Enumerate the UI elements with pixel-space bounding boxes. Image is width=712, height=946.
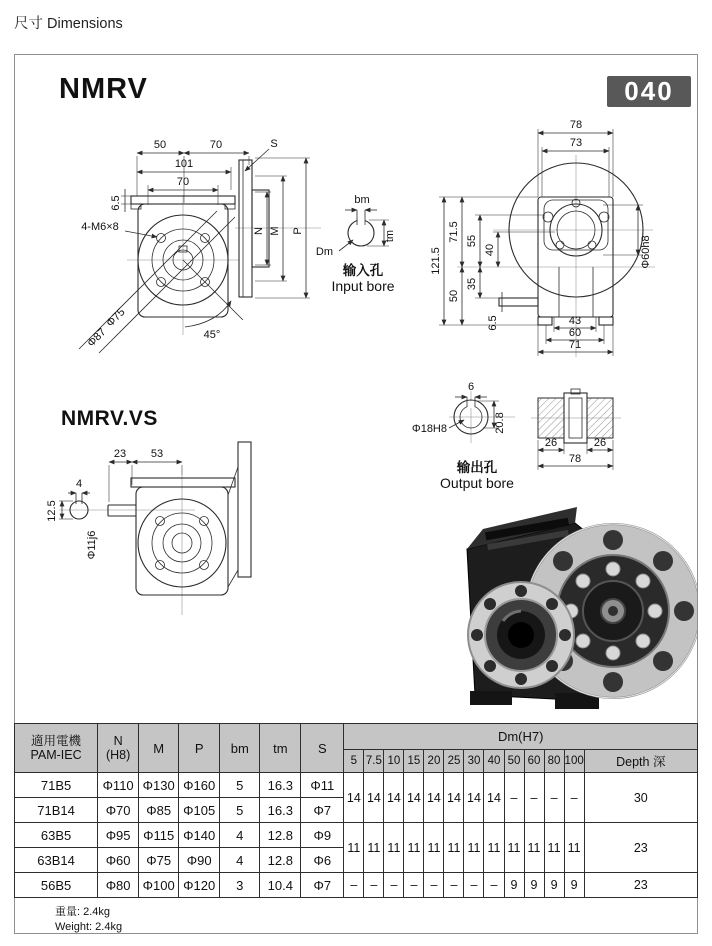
cell-depth: 30: [584, 773, 697, 823]
rear-dim-78: 78: [569, 119, 583, 131]
rear-dim-40: 40: [484, 243, 496, 257]
col-header-dm: Dm(H7): [344, 724, 698, 750]
model-vs-title: NMRV.VS: [61, 407, 158, 430]
col-header-pam: [15, 724, 98, 773]
cell-s: Φ6: [301, 848, 344, 873]
front-dim-101: 101: [174, 158, 194, 170]
cell-tm: 12.8: [260, 848, 301, 873]
rear-dim-121-5: 121.5: [430, 247, 442, 275]
weight-note: [55, 905, 122, 936]
col-header-n-sym: N: [113, 733, 123, 748]
cell-dm: 11: [484, 823, 504, 873]
front-label-45: 45°: [203, 329, 221, 341]
cell-tm: 16.3: [260, 773, 301, 798]
col-header-tm: tm: [260, 724, 301, 773]
dimensions-sheet: [14, 54, 698, 934]
front-label-n: N: [253, 227, 265, 235]
col-header-dm-10: 10: [384, 750, 404, 773]
col-header-dm-20: 20: [424, 750, 444, 773]
cell-depth: 23: [584, 873, 697, 898]
vs-label-phi11: Φ11j6: [86, 530, 98, 560]
vs-dim-12-5: 12.5: [46, 500, 58, 522]
section-dim-26-right: 26: [593, 437, 607, 449]
cell-dm: 11: [464, 823, 484, 873]
rear-dim-43: 43: [568, 315, 582, 327]
cell-dm: 11: [384, 823, 404, 873]
cell-dm: 11: [364, 823, 384, 873]
cell-dm: –: [464, 873, 484, 898]
cell-n: Φ80: [98, 873, 139, 898]
col-header-dm-100: 100: [564, 750, 584, 773]
front-dim-70-inner: 70: [176, 176, 190, 188]
product-photo: [467, 507, 697, 709]
cell-dm: 14: [364, 773, 384, 823]
rear-dim-71-5: 71.5: [448, 221, 460, 243]
rear-dim-71: 71: [568, 339, 582, 351]
cell-dm: 14: [464, 773, 484, 823]
cell-model: 71B5: [15, 773, 98, 798]
cell-p: Φ90: [179, 848, 220, 873]
col-header-m: M: [139, 724, 179, 773]
output-dim-6: 6: [467, 381, 475, 393]
rear-dim-6-5: 6.5: [487, 315, 499, 331]
cell-dm: 9: [564, 873, 584, 898]
front-label-p: P: [292, 227, 304, 235]
cell-dm: –: [564, 773, 584, 823]
cell-tm: 10.4: [260, 873, 301, 898]
col-header-dm-30: 30: [464, 750, 484, 773]
model-title: NMRV: [59, 73, 148, 105]
input-label-dm: Dm: [315, 246, 333, 258]
cell-dm: 11: [524, 823, 544, 873]
cell-dm: –: [344, 873, 364, 898]
cell-bm: 5: [220, 798, 260, 823]
cell-s: Φ11: [301, 773, 344, 798]
cell-dm: –: [424, 873, 444, 898]
cell-bm: 4: [220, 823, 260, 848]
col-header-p: P: [179, 724, 220, 773]
cell-dm: –: [504, 773, 524, 823]
cell-bm: 5: [220, 773, 260, 798]
col-header-s: S: [301, 724, 344, 773]
cell-s: Φ7: [301, 798, 344, 823]
cell-dm: 9: [504, 873, 524, 898]
cell-m: Φ115: [139, 823, 179, 848]
col-header-depth: Depth 深: [584, 750, 697, 773]
vs-view-drawing: [46, 442, 251, 615]
rear-dim-50: 50: [448, 289, 460, 303]
cell-p: Φ105: [179, 798, 220, 823]
cell-bm: 4: [220, 848, 260, 873]
rear-dim-60: 60: [568, 327, 582, 339]
vs-dim-53: 53: [150, 448, 164, 460]
cell-dm: 11: [344, 823, 364, 873]
cell-dm: 11: [404, 823, 424, 873]
cell-dm: 9: [544, 873, 564, 898]
cell-model: 71B14: [15, 798, 98, 823]
col-header-dm-15: 15: [404, 750, 424, 773]
weight-note-en: Weight: 2.4kg: [55, 921, 123, 934]
front-dim-6-5: 6.5: [110, 195, 122, 211]
cell-tm: 16.3: [260, 798, 301, 823]
table-row: [15, 873, 698, 898]
input-label-bm: bm: [354, 194, 370, 206]
vs-dim-23: 23: [113, 448, 127, 460]
cell-s: Φ7: [301, 873, 344, 898]
cell-n: Φ70: [98, 798, 139, 823]
cell-n: Φ60: [98, 848, 139, 873]
section-dim-26-left: 26: [544, 437, 558, 449]
cell-n: Φ95: [98, 823, 139, 848]
cell-model: 63B14: [15, 848, 98, 873]
cell-dm: –: [544, 773, 564, 823]
input-caption-cn: 输入孔: [342, 263, 384, 278]
cell-dm: –: [524, 773, 544, 823]
cell-dm: –: [444, 873, 464, 898]
input-caption-en: Input bore: [331, 278, 395, 294]
col-header-pam-cn: 適用電機: [31, 733, 82, 748]
col-header-bm: bm: [220, 724, 260, 773]
front-dim-50: 50: [153, 139, 167, 151]
cell-m: Φ85: [139, 798, 179, 823]
dimensions-table: [14, 723, 698, 898]
rear-label-phi60: Φ60h8: [640, 235, 652, 269]
cell-tm: 12.8: [260, 823, 301, 848]
cell-s: Φ9: [301, 823, 344, 848]
section-dim-78: 78: [568, 453, 582, 465]
cell-n: Φ110: [98, 773, 139, 798]
col-header-pam-en: PAM-IEC: [30, 748, 82, 762]
col-header-dm-5: 5: [344, 750, 364, 773]
rear-dim-73: 73: [569, 137, 583, 149]
table-row: [15, 823, 698, 848]
col-header-dm-50: 50: [504, 750, 524, 773]
front-label-s: S: [270, 138, 278, 150]
technical-drawings: [15, 55, 697, 721]
cell-dm: 14: [344, 773, 364, 823]
col-header-dm-60: 60: [524, 750, 544, 773]
cell-dm: 14: [384, 773, 404, 823]
col-header-dm-40: 40: [484, 750, 504, 773]
cell-model: 56B5: [15, 873, 98, 898]
col-header-n: [98, 724, 139, 773]
output-dim-20-8: 20.8: [494, 412, 506, 434]
output-label-phi18: Φ18H8: [411, 423, 447, 435]
col-header-dm-80: 80: [544, 750, 564, 773]
cell-m: Φ130: [139, 773, 179, 798]
cell-m: Φ75: [139, 848, 179, 873]
front-label-bolt: 4-M6×8: [81, 221, 119, 233]
front-label-phi75: Φ75: [104, 306, 128, 330]
cell-p: Φ160: [179, 773, 220, 798]
front-dim-70-outer: 70: [209, 139, 223, 151]
shaft-section-drawing: [531, 389, 621, 470]
cell-depth: 23: [584, 823, 697, 873]
weight-note-cn: 重量: 2.4kg: [55, 906, 111, 918]
size-badge: 040: [607, 76, 691, 107]
col-header-n-tol: (H8): [105, 748, 131, 762]
output-caption-en: Output bore: [440, 475, 514, 491]
cell-dm: 11: [564, 823, 584, 873]
front-view-drawing: [79, 138, 321, 353]
cell-dm: 11: [504, 823, 524, 873]
cell-model: 63B5: [15, 823, 98, 848]
page-title: 尺寸 Dimensions: [14, 16, 123, 32]
cell-dm: –: [484, 873, 504, 898]
front-label-phi87: Φ87: [85, 326, 109, 350]
cell-dm: 11: [544, 823, 564, 873]
cell-dm: 11: [424, 823, 444, 873]
output-bore-diagram: [412, 381, 515, 491]
cell-dm: 14: [404, 773, 424, 823]
input-bore-diagram: [316, 194, 396, 294]
cell-bm: 3: [220, 873, 260, 898]
cell-m: Φ100: [139, 873, 179, 898]
cell-dm: 14: [444, 773, 464, 823]
output-caption-cn: 输出孔: [456, 460, 498, 475]
cell-dm: –: [404, 873, 424, 898]
col-header-dm-25: 25: [444, 750, 464, 773]
cell-dm: –: [364, 873, 384, 898]
cell-dm: 11: [444, 823, 464, 873]
rear-view-drawing: [430, 119, 655, 357]
input-label-tm: tm: [384, 229, 396, 243]
front-label-m: M: [269, 226, 281, 236]
cell-dm: 9: [524, 873, 544, 898]
cell-dm: 14: [424, 773, 444, 823]
cell-p: Φ120: [179, 873, 220, 898]
vs-dim-4: 4: [75, 478, 83, 490]
rear-dim-35: 35: [466, 277, 478, 291]
cell-dm: 14: [484, 773, 504, 823]
table-row: [15, 773, 698, 798]
col-header-dm-7-5: 7.5: [364, 750, 384, 773]
cell-p: Φ140: [179, 823, 220, 848]
rear-dim-55: 55: [466, 234, 478, 248]
cell-dm: –: [384, 873, 404, 898]
